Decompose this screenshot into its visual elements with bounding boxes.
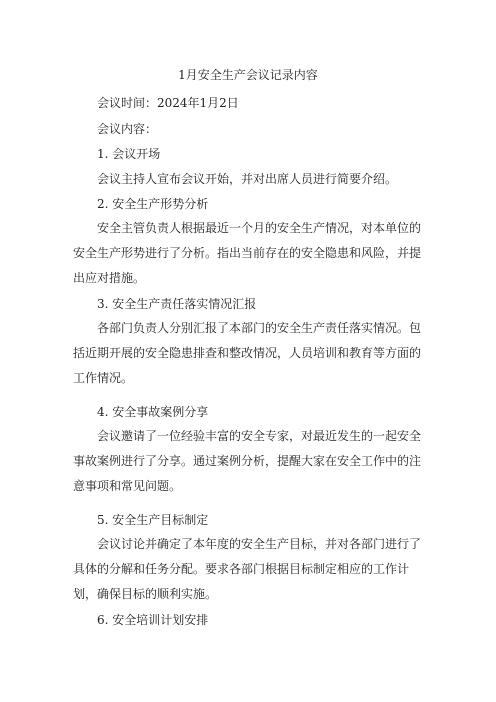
section-heading-2: 2. 安全生产形势分析 xyxy=(97,197,209,211)
section-body-5: 会议讨论并确定了本年度的安全生产目标，并对各部门进行了具体的分解和任务分配。要求各部门根据目标制定相应的工作计划，确保目标的顺利实施。 xyxy=(73,537,422,601)
section-heading-6: 6. 安全培训计划安排 xyxy=(97,613,209,627)
section-body-2: 安全主管负责人根据最近一个月的安全生产情况，对本单位的安全生产形势进行了分析。指出当前存在的安全隐患和风险，并提出应对措施。 xyxy=(73,221,422,285)
section-heading-5: 5. 安全生产目标制定 xyxy=(97,513,209,527)
meeting-time: 会议时间：2024年1月2日 xyxy=(97,96,239,110)
meeting-content-label: 会议内容： xyxy=(97,122,158,136)
section-heading-1: 1. 会议开场 xyxy=(97,147,161,161)
section-body-1: 会议主持人宣布会议开始，并对出席人员进行简要介绍。 xyxy=(97,172,398,186)
section-heading-4: 4. 安全事故案例分享 xyxy=(97,405,209,419)
document-title: 1月安全生产会议记录内容 xyxy=(178,68,318,82)
section-heading-3: 3. 安全生产责任落实情况汇报 xyxy=(97,297,257,311)
section-body-3: 各部门负责人分别汇报了本部门的安全生产责任落实情况。包括近期开展的安全隐患排查和整改情况，人员培训和教育等方面的工作情况。 xyxy=(73,321,422,385)
section-body-4: 会议邀请了一位经验丰富的安全专家，对最近发生的一起安全事故案例进行了分享。通过案例分析，提醒大家在安全工作中的注意事项和常见问题。 xyxy=(73,429,422,493)
